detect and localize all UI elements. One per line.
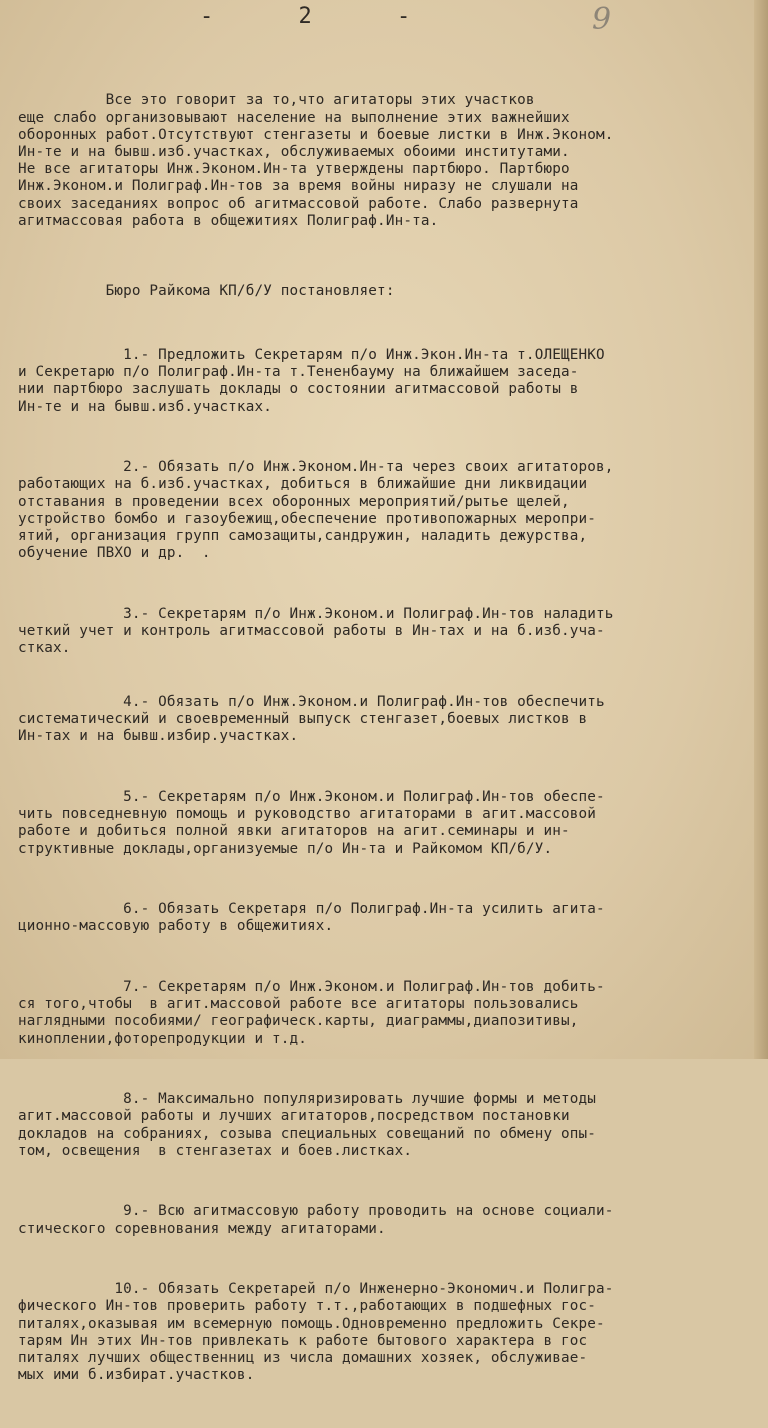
resolution-item-5: 5.- Секретарям п/о Инж.Эконом.и Полиграф.Ин-тов обеспе- чить повседневную помощь и руководство агитаторами в агит.массовой работе и добиться полной явки агитаторов на агит.семинары и ин- структивные доклады,организуемые п/о Ин-та и Райкомом КП/б/У. [18, 788, 605, 857]
resolution-item-6: 6.- Обязать Секретаря п/о Полиграф.Ин-та усилить агита- ционно-массовую работу в общежитиях. [18, 901, 605, 935]
document-body [18, 58, 758, 1428]
resolution-item-8: 8.- Максимально популяризировать лучшие формы и методы агит.массовой работы и лучших агитаторов,посредством постановки докладов на собраниях, созыва специальных совещаний по обмену опы- том, освещения в стенгазетах и боев.листках. [18, 1091, 596, 1159]
intro-paragraph: Все это говорит за то,что агитаторы этих участков еще слабо организовывают население на выполнение этих важнейших оборонных работ.Отсутствуют стенгазеты и боевые листки в Инж.Эконом. Ин-те и на бывш.изб.участках, обслуживаемых обоими институтами. Не все агитаторы Инж.Эконом.Ин-та утверждены партбюро. Партбюро Инж.Эконом.и Полиграф.Ин-тов за время войны ниразу не слушали на своих заседаниях вопрос об агитмассовой работе. Слабо развернута агитмассовая работа в общежитиях Полиграф.Ин-та. [18, 92, 614, 229]
resolution-item-9: 9.- Всю агитмассовую работу проводить на основе социали- стического соревнования между агитаторами. [18, 1203, 614, 1237]
resolution-item-4: 4.- Обязать п/о Инж.Эконом.и Полиграф.Ин-тов обеспечить систематический и своевременный выпуск стенгазет,боевых листков в Ин-тах и на бывш.избир.участках. [18, 693, 605, 745]
resolution-item-10: 10.- Обязать Секретарей п/о Инженерно-Экономич.и Полигра- фического Ин-тов проверить работу т.т.,работающих в подшефных гос- питалях,оказывая им всемерную помощь.Одновременно предложить Секре- тарям Ин этих Ин-тов привлекать к работе бытового характера в гос питалях лучших общественниц из числа домашних хозяек, обслуживае- мых ими б.избират.участков. [18, 1281, 614, 1384]
resolution-item-2: 2.- Обязать п/о Инж.Эконом.Ин-та через своих агитаторов, работающих на б.изб.участках, добиться в ближайшие дни ликвидации отставания в проведении всех оборонных мероприятий/рытье щелей, устройство бомбо и газоубежищ,обеспечение противопожарных меропри- ятий, организация групп самозащиты,сандружин, наладить дежурства, обучение ПВХО и др. . [18, 459, 614, 562]
page-number: - 2 - [200, 4, 447, 29]
resolution-item-7: 7.- Секретарям п/о Инж.Эконом.и Полиграф.Ин-тов добить- ся того,чтобы в агит.массовой работе все агитаторы пользовались наглядными пособиями/ географическ.карты, диаграммы,диапозитивы, киноплении,фоторепродукции и т.д. [18, 978, 605, 1047]
resolution-item-3: 3.- Секретарям п/о Инж.Эконом.и Полиграф.Ин-тов наладить четкий учет и контроль агитмассовой работы в Ин-тах и на б.изб.уча- стках. [18, 605, 614, 657]
resolution-heading: Бюро Райкома КП/б/У постановляет: [18, 283, 395, 300]
handwritten-page-mark: 9 [592, 2, 612, 37]
resolution-item-1: 1.- Предложить Секретарям п/о Инж.Экон.Ин-та т.ОЛЕЩЕНКО и Секретарю п/о Полиграф.Ин-та т.Тененбауму на ближайшем заседа- нии партбюро заслушать доклады о состоянии агитмассовой работы в Ин-те и на бывш.изб.участках. [18, 347, 605, 415]
